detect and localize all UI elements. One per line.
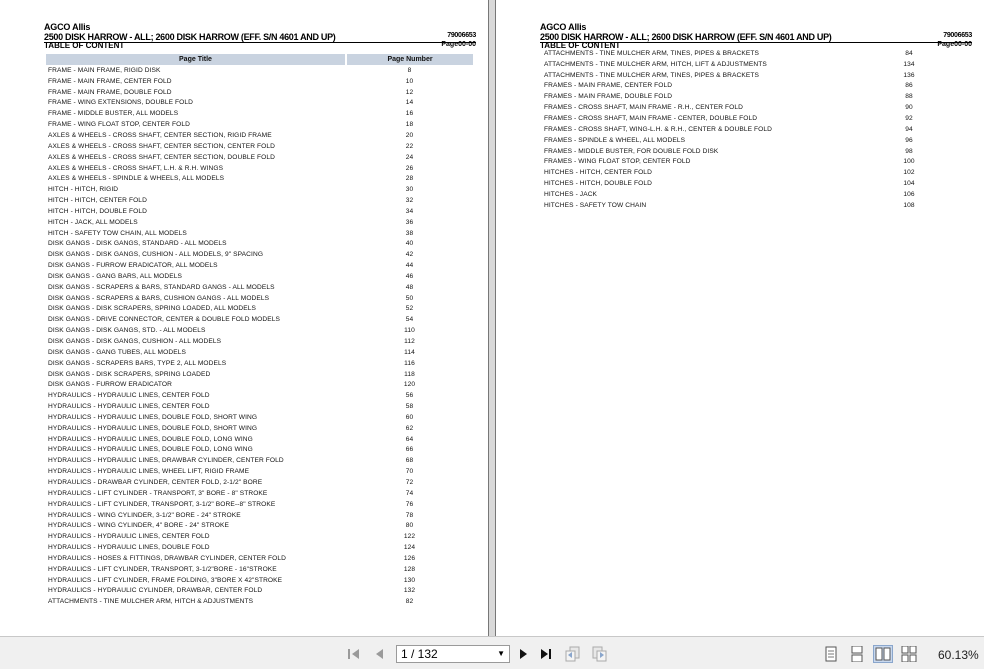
toc-entry-page[interactable]: 40 — [405, 240, 414, 248]
zoom-level[interactable]: 60.13% — [938, 648, 979, 662]
toc-entry-page[interactable]: 90 — [905, 104, 913, 112]
toc-row[interactable] — [46, 141, 473, 152]
toc-entry-title[interactable]: DISK GANGS - DISK GANGS, CUSHION - ALL MODELS — [48, 338, 222, 346]
toc-entry-title[interactable]: DISK GANGS - SCRAPERS BARS, TYPE 2, ALL MODELS — [48, 359, 227, 367]
toc-entry-page[interactable]: 100 — [903, 158, 915, 166]
toc-entry-title[interactable]: ATTACHMENTS - TINE MULCHER ARM, HITCH & ADJUSTMENTS — [48, 598, 254, 606]
toc-entry-page[interactable]: 32 — [405, 197, 414, 205]
toc-entry-page[interactable]: 126 — [403, 554, 416, 562]
toc-row[interactable] — [46, 520, 473, 531]
toc-row[interactable] — [542, 156, 954, 167]
toc-row[interactable] — [46, 553, 473, 564]
toc-row[interactable] — [46, 260, 473, 271]
toc-entry-title[interactable]: HYDRAULICS - HYDRAULIC LINES, DOUBLE FOLD, LONG WING — [48, 435, 253, 443]
toc-entry-page[interactable]: 108 — [903, 201, 915, 209]
back-view-icon[interactable] — [565, 646, 581, 662]
toc-row[interactable] — [542, 59, 954, 70]
toc-entry-title[interactable]: HITCHES - HITCH, CENTER FOLD — [544, 169, 652, 177]
toc-entry-title[interactable]: DISK GANGS - GANG TUBES, ALL MODELS — [48, 348, 186, 356]
header-subtitle-text: TABLE OF CONTENT — [540, 41, 621, 50]
toc-entry-title[interactable]: HYDRAULICS - WING CYLINDER, 3-1/2" BORE - 24" STROKE — [48, 511, 241, 519]
document-page-right — [496, 0, 984, 636]
page-separator — [488, 0, 496, 636]
toc-entry-title[interactable]: HYDRAULICS - HYDRAULIC CYLINDER, DRAWBAR, CENTER FOLD — [48, 587, 263, 595]
toc-entry-title[interactable]: DISK GANGS - DRIVE CONNECTOR, CENTER & DOUBLE FOLD MODELS — [48, 316, 280, 324]
toc-row[interactable] — [46, 249, 473, 260]
next-page-icon[interactable] — [515, 646, 531, 662]
toc-row[interactable] — [46, 531, 473, 542]
header-brand: AGCO Allis — [540, 22, 587, 32]
toc-row[interactable] — [542, 48, 954, 59]
toc-entry-page[interactable]: 28 — [405, 175, 414, 183]
toc-row[interactable] — [46, 239, 473, 250]
toc-entry-page[interactable]: 44 — [405, 262, 414, 270]
previous-page-icon[interactable] — [372, 646, 388, 662]
toc-entry-page[interactable]: 22 — [405, 142, 414, 150]
header-subtitle-text: TABLE OF CONTENT — [44, 41, 125, 50]
toc-entry-page[interactable]: 66 — [405, 446, 414, 454]
toc-entry-page[interactable]: 120 — [403, 381, 416, 389]
toc-row[interactable] — [46, 423, 473, 434]
toc-entry-title[interactable]: FRAMES - CROSS SHAFT, MAIN FRAME - CENTER, DOUBLE FOLD — [544, 114, 758, 122]
toc-entry-page[interactable]: 114 — [404, 348, 415, 356]
toc-row[interactable] — [46, 314, 473, 325]
toc-entry-title[interactable]: HITCHES - JACK — [544, 190, 598, 198]
toc-entry-page[interactable]: 46 — [405, 272, 414, 280]
toc-entry-page[interactable]: 136 — [903, 71, 915, 79]
continuous-facing-view-icon[interactable] — [901, 646, 917, 662]
toc-entry-title[interactable]: DISK GANGS - GANG BARS, ALL MODELS — [48, 272, 182, 280]
toc-entry-page[interactable]: 60 — [405, 413, 414, 421]
toc-entry-title[interactable]: ATTACHMENTS - TINE MULCHER ARM, TINES, PIPES & BRACKETS — [544, 49, 759, 57]
toc-entry-page[interactable]: 38 — [405, 229, 414, 237]
toc-entry-page[interactable]: 24 — [405, 153, 414, 161]
toc-row[interactable] — [46, 228, 473, 239]
toc-row[interactable] — [542, 70, 954, 81]
toc-row[interactable] — [46, 293, 473, 304]
toc-entry-page[interactable]: 80 — [405, 522, 414, 530]
toc-entry-page[interactable]: 58 — [405, 403, 414, 411]
toc-row[interactable] — [46, 542, 473, 553]
toc-entry-page[interactable]: 102 — [903, 169, 915, 177]
toc-entry-title[interactable]: DISK GANGS - DISK GANGS, STD. - ALL MODELS — [48, 327, 206, 335]
toc-entry-page[interactable]: 70 — [405, 468, 414, 476]
toc-row[interactable] — [46, 369, 473, 380]
toc-entry-page[interactable]: 64 — [405, 435, 414, 443]
toc-row[interactable] — [46, 65, 473, 76]
toc-row[interactable] — [46, 336, 473, 347]
toc-entry-page[interactable]: 132 — [403, 587, 416, 595]
toc-row[interactable] — [46, 152, 473, 163]
toc-row[interactable] — [46, 325, 473, 336]
toc-entry-page[interactable]: 54 — [405, 316, 414, 324]
toc-entry-page[interactable]: 10 — [405, 77, 414, 85]
continuous-view-icon[interactable] — [849, 646, 865, 662]
toc-entry-title[interactable]: DISK GANGS - SCRAPERS & BARS, STANDARD GANGS - ALL MODELS — [48, 283, 275, 291]
toc-row[interactable] — [46, 575, 473, 586]
toc-entry-page[interactable]: 94 — [905, 125, 913, 133]
toc-row[interactable] — [46, 412, 473, 423]
toc-row[interactable] — [46, 358, 473, 369]
toc-row[interactable] — [46, 455, 473, 466]
toc-entry-title[interactable]: DISK GANGS - FURROW ERADICATOR — [48, 381, 173, 389]
toc-entry-page[interactable]: 42 — [405, 251, 414, 259]
toc-entry-title[interactable]: HITCH - HITCH, RIGID — [48, 186, 119, 194]
toc-row[interactable] — [46, 206, 473, 217]
toc-entry-page[interactable]: 8 — [407, 66, 412, 74]
toc-row[interactable] — [542, 167, 954, 178]
page-number-select[interactable] — [396, 645, 510, 663]
toc-row[interactable] — [46, 390, 473, 401]
toc-entry-title[interactable]: AXLES & WHEELS - CROSS SHAFT, CENTER SECTION, CENTER FOLD — [48, 142, 275, 150]
toc-entry-title[interactable]: HYDRAULICS - HYDRAULIC LINES, DOUBLE FOLD, SHORT WING — [48, 424, 258, 432]
toc-row[interactable] — [542, 200, 954, 211]
toc-entry-page[interactable]: 18 — [405, 121, 414, 129]
toc-row[interactable] — [46, 434, 473, 445]
toc-row[interactable] — [542, 91, 954, 102]
toc-entry-title[interactable]: FRAMES - CROSS SHAFT, MAIN FRAME - R.H., CENTER FOLD — [544, 104, 743, 112]
toc-row[interactable] — [46, 488, 473, 499]
toc-entry-title[interactable]: HYDRAULICS - LIFT CYLINDER, TRANSPORT, 3-1/2"BORE - 16"STROKE — [48, 565, 277, 573]
header-page-ref: Page00-00 — [441, 41, 476, 48]
toc-entry-page[interactable]: 92 — [905, 114, 913, 122]
toc-row[interactable] — [46, 184, 473, 195]
toc-entry-title[interactable]: HYDRAULICS - LIFT CYLINDER, FRAME FOLDING, 3"BORE X 42"STROKE — [48, 576, 283, 584]
toc-entry-title[interactable]: HYDRAULICS - HYDRAULIC LINES, CENTER FOLD — [48, 392, 210, 400]
toc-entry-title[interactable]: FRAME - MAIN FRAME, DOUBLE FOLD — [48, 88, 172, 96]
toc-entry-page[interactable]: 112 — [404, 338, 415, 346]
toc-entry-title[interactable]: HITCH - HITCH, DOUBLE FOLD — [48, 207, 147, 215]
toc-entry-page[interactable]: 124 — [403, 544, 416, 552]
toc-entry-title[interactable]: DISK GANGS - FURROW ERADICATOR, ALL MODELS — [48, 262, 218, 270]
toc-row[interactable] — [46, 173, 473, 184]
toc-entry-title[interactable]: HITCHES - SAFETY TOW CHAIN — [544, 201, 647, 209]
toc-row[interactable] — [46, 596, 473, 607]
toc-row[interactable] — [46, 87, 473, 98]
toc-entry-title[interactable]: HYDRAULICS - HYDRAULIC LINES, CENTER FOLD — [48, 403, 210, 411]
toc-row[interactable] — [46, 282, 473, 293]
first-page-icon[interactable] — [346, 646, 362, 662]
toc-entry-page[interactable]: 26 — [405, 164, 414, 172]
toc-entry-page[interactable]: 98 — [905, 147, 913, 155]
toc-row[interactable] — [542, 178, 954, 189]
toc-row[interactable] — [46, 304, 473, 315]
header-page-ref: Page00-00 — [937, 41, 972, 48]
toc-entry-title[interactable]: DISK GANGS - DISK SCRAPERS, SPRING LOADED, ALL MODELS — [48, 305, 257, 313]
header-title-text: 2500 DISK HARROW - ALL; 2600 DISK HARROW (EFF. S/N 4601 AND UP) — [44, 32, 336, 42]
toc-row[interactable] — [542, 124, 954, 135]
toc-entry-page[interactable]: 12 — [405, 88, 414, 96]
toc-entry-page[interactable]: 118 — [404, 370, 415, 378]
toc-entry-title[interactable]: FRAMES - SPINDLE & WHEEL, ALL MODELS — [544, 136, 686, 144]
toc-entry-page[interactable]: 96 — [905, 136, 913, 144]
toc-entry-title[interactable]: HYDRAULICS - HYDRAULIC LINES, DOUBLE FOLD, LONG WING — [48, 446, 253, 454]
toc-entry-title[interactable]: HYDRAULICS - WING CYLINDER, 4" BORE - 24" STROKE — [48, 522, 229, 530]
toc-entry-page[interactable]: 36 — [405, 218, 414, 226]
header-title-text: 2500 DISK HARROW - ALL; 2600 DISK HARROW (EFF. S/N 4601 AND UP) — [540, 32, 832, 42]
toc-row[interactable] — [542, 113, 954, 124]
single-page-view-icon[interactable] — [823, 646, 839, 662]
toc-entry-title[interactable]: HYDRAULICS - HOSES & FITTINGS, DRAWBAR CYLINDER, CENTER FOLD — [48, 554, 287, 562]
toc-row[interactable] — [542, 81, 954, 92]
toc-entry-page[interactable]: 14 — [405, 99, 414, 107]
toc-row[interactable] — [46, 119, 473, 130]
toc-entry-page[interactable]: 76 — [405, 500, 414, 508]
toc-entry-title[interactable]: HITCH - JACK, ALL MODELS — [48, 218, 138, 226]
toc-entry-page[interactable]: 88 — [905, 93, 913, 101]
toc-entry-title[interactable]: HYDRAULICS - DRAWBAR CYLINDER, CENTER FOLD, 2-1/2" BORE — [48, 478, 263, 486]
toc-entry-page[interactable]: 56 — [405, 392, 414, 400]
toc-entry-title[interactable]: AXLES & WHEELS - SPINDLE & WHEELS, ALL MODELS — [48, 175, 225, 183]
toc-row[interactable] — [542, 135, 954, 146]
toc-entry-title[interactable]: HYDRAULICS - HYDRAULIC LINES, DRAWBAR CYLINDER, CENTER FOLD — [48, 457, 284, 465]
toc-entry-title[interactable]: DISK GANGS - SCRAPERS & BARS, CUSHION GANGS - ALL MODELS — [48, 294, 270, 302]
toc-entry-page[interactable]: 134 — [903, 60, 915, 68]
toc-body-right — [542, 48, 954, 211]
document-page-left — [0, 0, 488, 636]
toc-entry-page[interactable]: 50 — [405, 294, 414, 302]
toc-entry-title[interactable]: FRAME - MIDDLE BUSTER, ALL MODELS — [48, 110, 179, 118]
facing-pages-view-icon[interactable] — [873, 645, 893, 663]
toc-entry-page[interactable]: 110 — [404, 327, 415, 335]
toc-entry-title[interactable]: FRAMES - MAIN FRAME, CENTER FOLD — [544, 82, 673, 90]
toc-row[interactable] — [542, 189, 954, 200]
toc-entry-page[interactable]: 116 — [404, 359, 415, 367]
toc-row[interactable] — [46, 195, 473, 206]
toc-entry-page[interactable]: 16 — [405, 110, 414, 118]
toc-entry-title[interactable]: HYDRAULICS - LIFT CYLINDER, TRANSPORT, 3-1/2" BORE--8" STROKE — [48, 500, 276, 508]
header-brand: AGCO Allis — [44, 22, 91, 32]
toc-entry-title[interactable]: DISK GANGS - DISK GANGS, CUSHION - ALL MODELS, 9" SPACING — [48, 251, 264, 259]
toc-row[interactable] — [46, 564, 473, 575]
toc-entry-title[interactable]: FRAME - MAIN FRAME, RIGID DISK — [48, 66, 161, 74]
toc-entry-title[interactable]: HITCH - HITCH, CENTER FOLD — [48, 197, 147, 205]
toc-entry-title[interactable]: AXLES & WHEELS - CROSS SHAFT, CENTER SECTION, RIGID FRAME — [48, 131, 272, 139]
page-indicator: 1 / 132 — [401, 647, 438, 661]
toc-row[interactable] — [46, 271, 473, 282]
toc-entry-page[interactable]: 30 — [405, 186, 414, 194]
toc-entry-page[interactable]: 74 — [405, 489, 414, 497]
toc-entry-title[interactable]: AXLES & WHEELS - CROSS SHAFT, L.H. & R.H. WINGS — [48, 164, 224, 172]
toc-entry-title[interactable]: FRAMES - CROSS SHAFT, WING-L.H. & R.H., CENTER & DOUBLE FOLD — [544, 125, 773, 133]
last-page-icon[interactable] — [539, 646, 555, 662]
toc-entry-title[interactable]: ATTACHMENTS - TINE MULCHER ARM, HITCH, LIFT & ADJUSTMENTS — [544, 60, 767, 68]
toc-entry-page[interactable]: 104 — [903, 180, 915, 188]
toc-entry-title[interactable]: FRAMES - MAIN FRAME, DOUBLE FOLD — [544, 93, 673, 101]
toc-row[interactable] — [46, 217, 473, 228]
toc-body-left — [46, 65, 473, 607]
toc-entry-title[interactable]: HYDRAULICS - HYDRAULIC LINES, DOUBLE FOLD, SHORT WING — [48, 413, 258, 421]
toc-entry-page[interactable]: 86 — [905, 82, 913, 90]
toc-entry-page[interactable]: 106 — [903, 190, 915, 198]
toc-entry-title[interactable]: HYDRAULICS - HYDRAULIC LINES, CENTER FOLD — [48, 533, 210, 541]
toc-entry-page[interactable]: 62 — [405, 424, 414, 432]
toc-row[interactable] — [46, 401, 473, 412]
toc-row[interactable] — [46, 347, 473, 358]
toc-entry-title[interactable]: FRAMES - WING FLOAT STOP, CENTER FOLD — [544, 158, 691, 166]
toc-entry-title[interactable]: FRAME - WING EXTENSIONS, DOUBLE FOLD — [48, 99, 194, 107]
toc-table-right — [542, 48, 954, 211]
toc-entry-page[interactable]: 130 — [403, 576, 416, 584]
header-doc-number: 79006653 — [943, 32, 972, 39]
toc-entry-page[interactable]: 128 — [403, 565, 416, 573]
toc-entry-page[interactable]: 82 — [405, 598, 414, 606]
header-subtitle — [44, 41, 476, 50]
toc-row[interactable] — [46, 379, 473, 390]
toc-row[interactable] — [46, 510, 473, 521]
header-doc-number: 79006653 — [447, 32, 476, 39]
col-header-page: Page Number — [346, 54, 473, 65]
toc-entry-title[interactable]: FRAMES - MIDDLE BUSTER, FOR DOUBLE FOLD DISK — [544, 147, 719, 155]
toc-entry-title[interactable]: HITCH - SAFETY TOW CHAIN, ALL MODELS — [48, 229, 187, 237]
toc-entry-page[interactable]: 72 — [405, 478, 414, 486]
toc-row[interactable] — [542, 146, 954, 157]
toc-entry-page[interactable]: 48 — [405, 283, 414, 291]
toc-table-left — [46, 54, 473, 607]
toc-entry-page[interactable]: 122 — [403, 533, 416, 541]
toc-row[interactable] — [46, 163, 473, 174]
toc-entry-page[interactable]: 84 — [905, 49, 913, 57]
toc-row[interactable] — [542, 102, 954, 113]
toc-entry-title[interactable]: AXLES & WHEELS - CROSS SHAFT, CENTER SECTION, DOUBLE FOLD — [48, 153, 275, 161]
toc-entry-page[interactable]: 20 — [405, 131, 414, 139]
toc-entry-title[interactable]: HITCHES - HITCH, DOUBLE FOLD — [544, 180, 652, 188]
toc-entry-title[interactable]: HYDRAULICS - HYDRAULIC LINES, WHEEL LIFT, RIGID FRAME — [48, 468, 250, 476]
toc-entry-title[interactable]: HYDRAULICS - LIFT CYLINDER - TRANSPORT, 3" BORE - 8" STROKE — [48, 489, 268, 497]
toc-entry-title[interactable]: HYDRAULICS - HYDRAULIC LINES, DOUBLE FOLD — [48, 544, 210, 552]
toc-entry-page[interactable]: 68 — [405, 457, 414, 465]
toc-entry-page[interactable]: 52 — [405, 305, 414, 313]
toc-row[interactable] — [46, 130, 473, 141]
toc-entry-title[interactable]: DISK GANGS - DISK SCRAPERS, SPRING LOADED — [48, 370, 211, 378]
toc-entry-title[interactable]: DISK GANGS - DISK GANGS, STANDARD - ALL MODELS — [48, 240, 227, 248]
toc-entry-page[interactable]: 34 — [405, 207, 414, 215]
col-header-title: Page Title — [46, 54, 346, 65]
toc-row[interactable] — [46, 108, 473, 119]
forward-view-icon[interactable] — [591, 646, 607, 662]
toc-row[interactable] — [46, 76, 473, 87]
toc-entry-page[interactable]: 78 — [405, 511, 414, 519]
toc-row[interactable] — [46, 466, 473, 477]
toc-entry-title[interactable]: FRAME - MAIN FRAME, CENTER FOLD — [48, 77, 172, 85]
toc-row[interactable] — [46, 586, 473, 597]
toc-row[interactable] — [46, 499, 473, 510]
toc-entry-title[interactable]: FRAME - WING FLOAT STOP, CENTER FOLD — [48, 121, 190, 129]
toc-entry-title[interactable]: ATTACHMENTS - TINE MULCHER ARM, TINES, PIPES & BRACKETS — [544, 71, 759, 79]
chevron-down-icon: ▼ — [497, 649, 505, 658]
toc-row[interactable] — [46, 477, 473, 488]
toc-row[interactable] — [46, 445, 473, 456]
toc-row[interactable] — [46, 98, 473, 109]
